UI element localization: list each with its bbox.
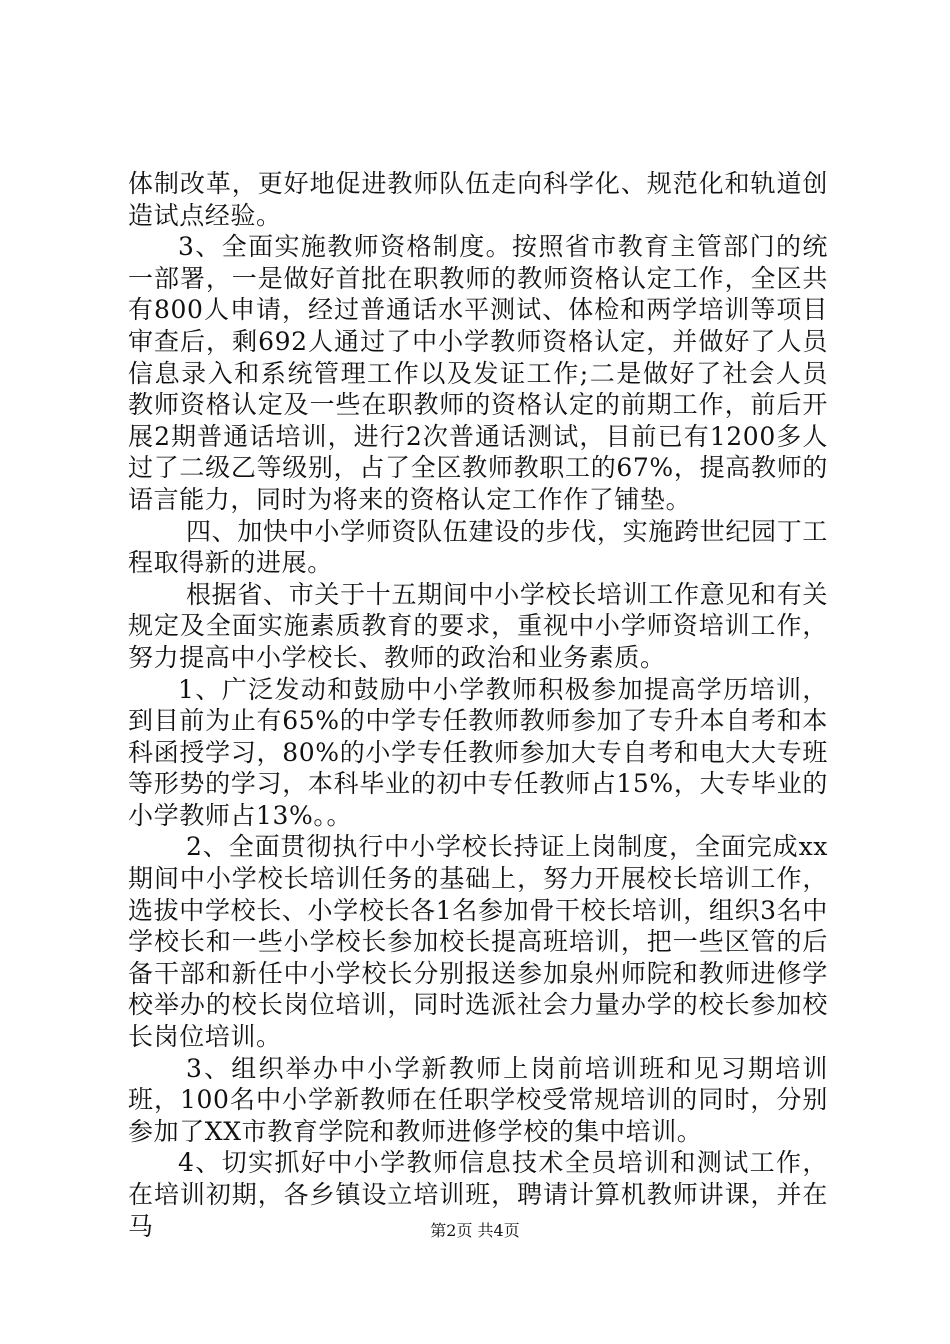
document-body: [128, 168, 828, 1242]
paragraph-continued: 体制改革，更好地促进教师队伍走向科学化、规范化和轨道创造试点经验。: [128, 169, 828, 230]
section-heading-four: 四、加快中小学师资队伍建设的步伐，实施跨世纪园丁工程取得新的进展。: [128, 516, 828, 578]
page-footer: 第2页 共4页: [430, 1221, 520, 1240]
paragraph-item-4: 4、切实抓好中小学教师信息技术全员培训和测试工作，在培训初期，各乡镇设立培训班，聘请计算机教师讲课，并在马: [128, 1148, 828, 1241]
paragraph-teacher-qualification: 3、全面实施教师资格制度。按照省市教育主管部门的统一部署，一是做好首批在职教师的教师资格认定工作，全区共有800人申请，经过普通话水平测试、体检和两学培训等项目审查后，剩692人通过了中小学教师资格认定，并做好了人员信息录入和系统管理工作以及发证工作;二是做好了社会人员教师资格认定及一些在职教师的资格认定的前期工作，前后开展2期普通话培训，进行2次普通话测试，目前已有1200多人过了二级乙等级别，占了全区教师教职工的67%，提高教师的语言能力，同时为将来的资格认定工作作了铺垫。: [128, 232, 828, 514]
paragraph-item-1: 1、广泛发动和鼓励中小学教师积极参加提高学历培训，到目前为止有65%的中学专任教师教师参加了专升本自考和本科函授学习，80%的小学专任教师参加大专自考和电大大专班等形势的学习，本科毕业的初中专任教师占15%，大专毕业的小学教师占13%。。: [128, 674, 828, 830]
paragraph-item-2: 2、全面贯彻执行中小学校长持证上岗制度，全面完成xx期间中小学校长培训任务的基础上，努力开展校长培训工作，选拔中学校长、小学校长各1名参加骨干校长培训，组织3名中学校长和一些小学校长参加校长提高班培训，把一些区管的后备干部和新任中小学校长分别报送参加泉州师院和教师进修学校举办的校长岗位培训，同时选派社会力量办学的校长参加校长岗位培训。: [128, 832, 828, 1052]
paragraph-item-3: 3、组织举办中小学新教师上岗前培训班和见习期培训班，100名中小学新教师在任职学校受常规培训的同时，分别参加了XX市教育学院和教师进修学校的集中培训。: [128, 1053, 828, 1146]
paragraph-training-basis: 根据省、市关于十五期间中小学校长培训工作意见和有关规定及全面实施素质教育的要求，重视中小学师资培训工作，努力提高中小学校长、教师的政治和业务素质。: [128, 579, 828, 672]
